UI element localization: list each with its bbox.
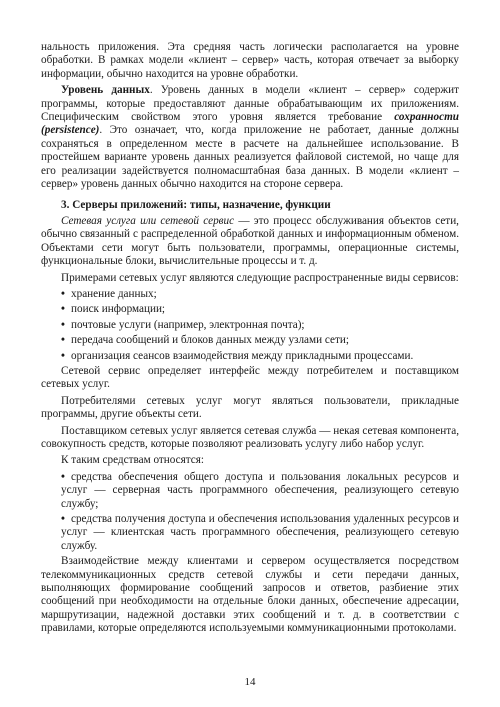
bullet-list-services [41, 288, 459, 363]
bullet-icon: • [61, 334, 65, 347]
term-persistence: сохранности (persistence) [41, 111, 459, 137]
paragraph-text: . Уровень данных в модели «клиент – сервер» содержит программы, которые предоставляют данные обрабатывающим их приложениям. Специфическим свойством этого уровня является требование [41, 84, 459, 124]
paragraph-examples: Примерами сетевых услуг являются следующие распространенные виды сервисов: [61, 271, 459, 284]
list-item [41, 319, 459, 332]
list-item [41, 334, 459, 347]
paragraph-interface: Сетевой сервис определяет интерфейс между потребителем и поставщиком сетевых услуг. [41, 364, 459, 391]
bullet-icon: • [61, 303, 65, 316]
bullet-list-means [41, 471, 459, 553]
list-item-text: хранение данных; [71, 287, 157, 300]
term-network-service: Сетевая услуга или сетевой сервис [61, 214, 235, 227]
paragraph-text: — это процесс обслуживания объектов сети, обычно связанный с распределенной обработкой данных и информационным обменом. Объектами сети могут быть пользователи, программы, операционные системы, функциональные блоки, вычислительные процессы и т. д. [41, 214, 459, 268]
list-item-text: передача сообщений и блоков данных между узлами сети; [71, 334, 349, 347]
list-item-text: почтовые услуги (например, электронная почта); [71, 318, 305, 331]
page-body [41, 41, 459, 639]
list-item-text: средства обеспечения общего доступа и пользования локальных ресурсов и услуг — серверная часть программного обеспечения, реализующего сетевую службу; [61, 470, 459, 510]
list-item [41, 350, 459, 363]
page-number: 14 [244, 676, 256, 688]
paragraph-interaction: Взаимодействие между клиентами и сервером осуществляется посредством телекоммуникационных средств сетевой службы и сети передачи данных, выполняющих формирование сообщений запросов и ответов, разбиение этих сообщений при необходимости на отдельные блоки данных, обеспечение адресации, маршрутизации, надежной доставки этих сообщений и т. д. в соответствии с правилами, которые определяются используемыми коммуникационными протоколами. [41, 555, 459, 635]
term-data-level: Уровень данных [61, 84, 150, 97]
list-item-text: поиск информации; [71, 303, 166, 316]
paragraph-continuation: нальность приложения. Эта средняя часть логически располагается на уровне обработки. В рамках модели «клиент – сервер» часть, которая отвечает за выборку информации, обычно находится на уровне обработки. [41, 41, 459, 80]
bullet-icon: • [61, 318, 65, 331]
list-item [41, 303, 459, 316]
paragraph-consumers: Потребителями сетевых услуг могут являться пользователи, прикладные программы, другие объекты сети. [41, 394, 459, 421]
bullet-icon: • [61, 470, 65, 483]
paragraph-network-service [41, 215, 459, 269]
list-item [41, 513, 459, 553]
list-item-text: средства получения доступа и обеспечения использования удаленных ресурсов и услуг — клиентская часть программного обеспечения, реализующего сетевую службу. [61, 513, 459, 552]
list-item-text: организация сеансов взаимодействия между прикладными процессами. [71, 349, 414, 362]
paragraph-data-level [41, 84, 459, 191]
paragraph-provider: Поставщиком сетевых услуг является сетевая служба — некая сетевая компонента, совокупность средств, которые позволяют реализовать услугу либо набор услуг. [41, 424, 459, 450]
bullet-icon: • [61, 287, 65, 300]
paragraph-text: . Это означает, что, когда приложение не работает, данные должны сохраняться в определенном месте в расчете на дальнейшее использование. В простейшем варианте уровень данных реализуется файловой системой, но чаще для его реализации задействуется полномасштабная база данных. В модели «клиент – сервер» уровень данных обычно находится на стороне сервера. [41, 124, 459, 191]
section-heading: 3. Серверы приложений: типы, назначение, функции [61, 199, 331, 212]
list-item [41, 288, 459, 301]
list-item [41, 471, 459, 511]
paragraph-means: К таким средствам относятся: [61, 454, 205, 467]
bullet-icon: • [61, 513, 65, 525]
bullet-icon: • [61, 349, 65, 362]
